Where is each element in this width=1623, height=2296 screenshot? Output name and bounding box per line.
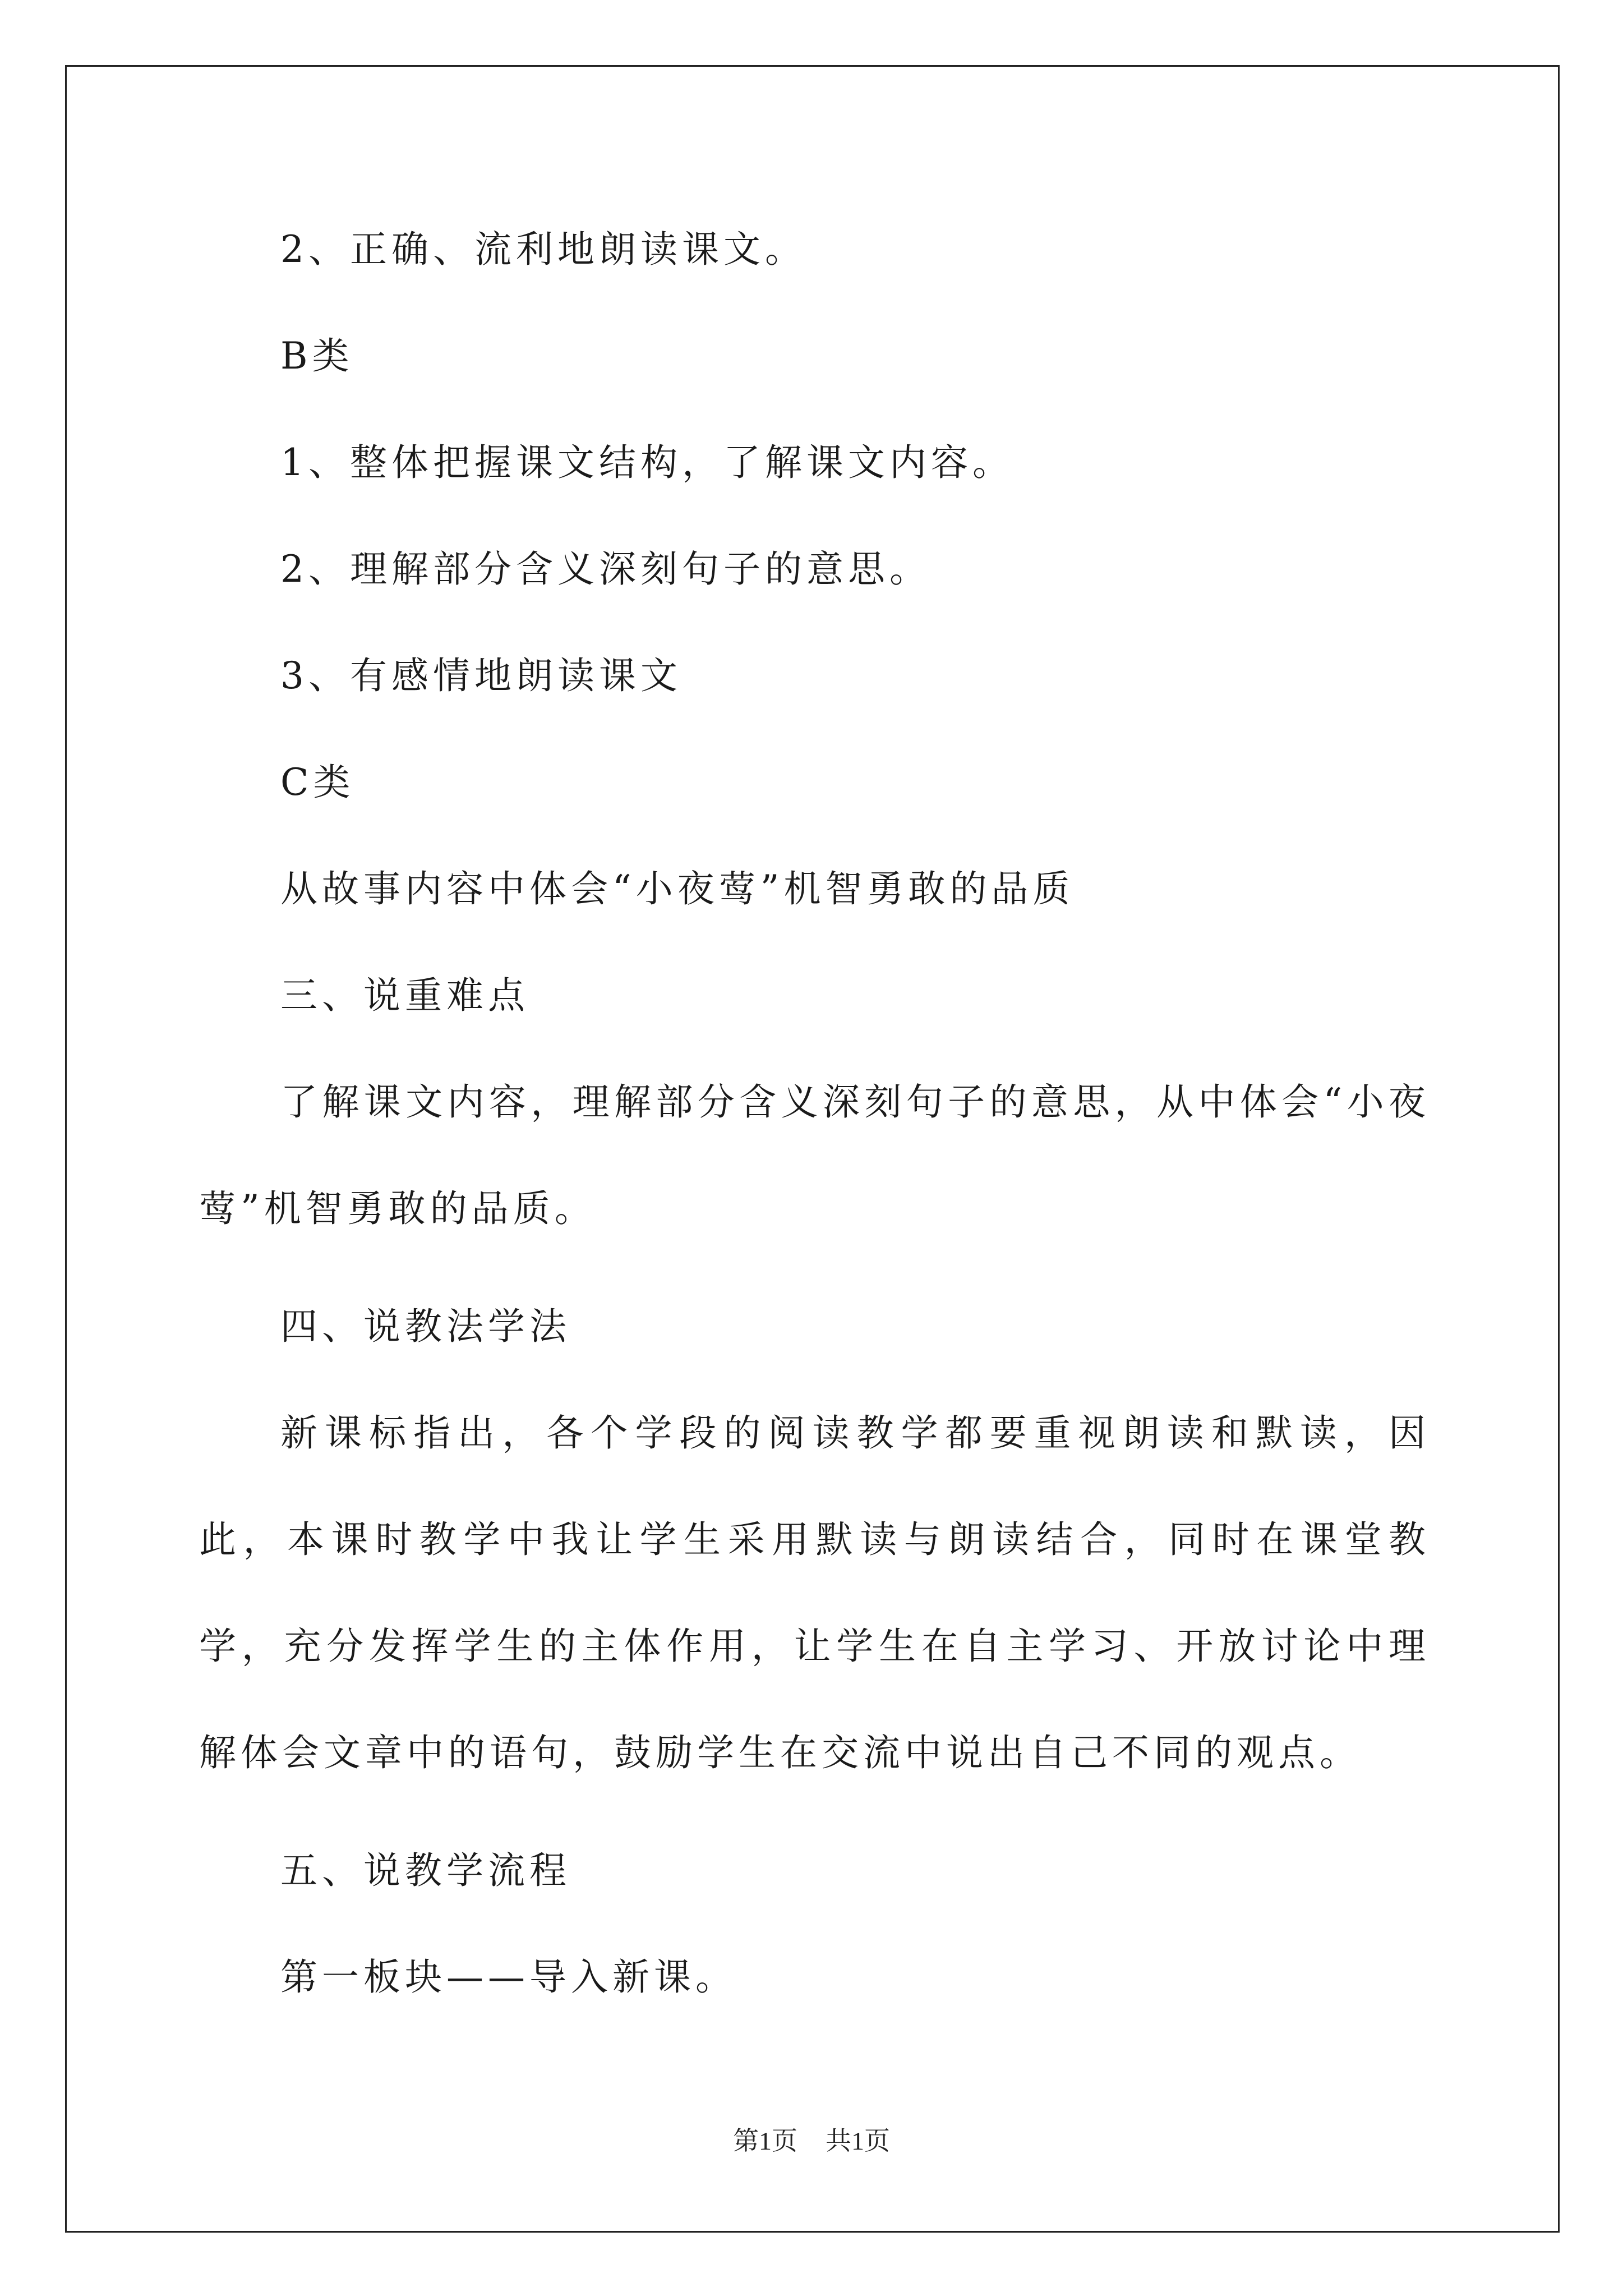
paragraph: 1、整体把握课文结构，了解课文内容。 (280, 441, 1014, 484)
paragraph: 3、有感情地朗读课文 (280, 654, 682, 697)
paragraph: B类 (280, 334, 354, 378)
page-number: 第1页 (733, 2127, 797, 2155)
page-footer (0, 2120, 1623, 2157)
page-total: 共1页 (826, 2127, 890, 2155)
paragraph: 从故事内容中体会“小夜莺”机智勇敢的品质 (280, 867, 1075, 910)
section-heading: 五、说教学流程 (280, 1849, 571, 1892)
section-heading: 三、说重难点 (280, 974, 529, 1017)
paragraph: 了解课文内容，理解部分含义深刻句子的意思，从中体会“小夜莺”机智勇敢的品质。 (199, 1080, 1430, 1230)
paragraph: C类 (280, 761, 355, 804)
paragraph: 2、理解部分含义深刻句子的意思。 (280, 547, 931, 591)
section-heading: 四、说教法学法 (280, 1305, 571, 1348)
paragraph: 2、正确、流利地朗读课文。 (280, 228, 806, 271)
document-body (199, 208, 1430, 2042)
paragraph: 新课标指出，各个学段的阅读教学都要重视朗读和默读，因此，本课时教学中我让学生采用默读与朗读结合，同时在课堂教学，充分发挥学生的主体作用，让学生在自主学习、开放讨论中理解体会文章中的语句，鼓励学生在交流中说出自己不同的观点。 (199, 1411, 1430, 1774)
paragraph: 第一板块——导入新课。 (280, 1955, 737, 1999)
